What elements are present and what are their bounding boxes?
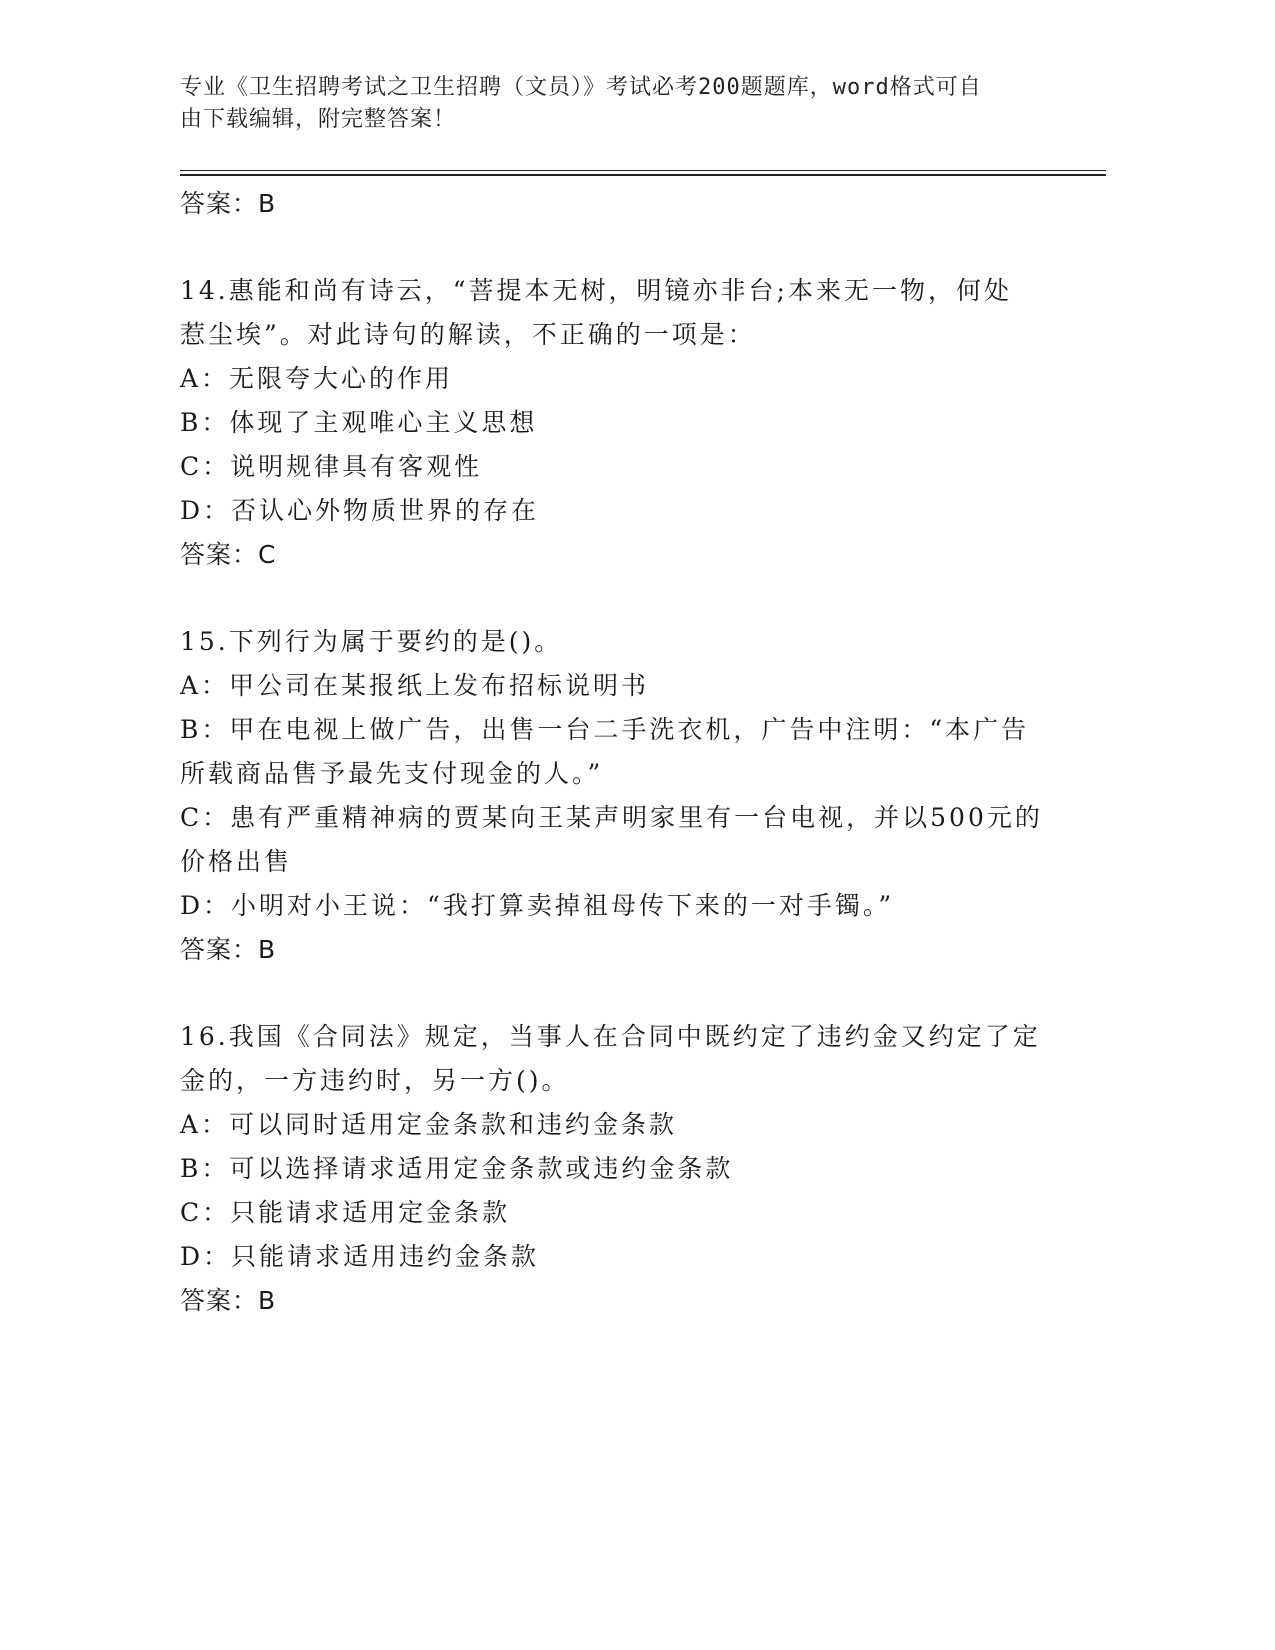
question-block bbox=[180, 620, 1060, 972]
spacer bbox=[180, 226, 1060, 269]
header-divider bbox=[180, 174, 1106, 176]
option-b: B：甲在电视上做广告，出售一台二手洗衣机，广告中注明：“本广告 bbox=[180, 715, 1030, 744]
answer-line: 答案：B bbox=[180, 189, 277, 218]
question-stem: 16.我国《合同法》规定，当事人在合同中既约定了违约金又约定了定 bbox=[180, 1022, 1041, 1051]
option-b: B：体现了主观唯心主义思想 bbox=[180, 408, 538, 437]
spacer bbox=[180, 972, 1060, 1015]
option-c: C：只能请求适用定金条款 bbox=[180, 1198, 511, 1227]
header-line: 由下载编辑，附完整答案！ bbox=[180, 107, 457, 132]
option-c-continued: 价格出售 bbox=[180, 847, 293, 876]
question-stem: 15.下列行为属于要约的是()。 bbox=[180, 627, 563, 656]
answer-line: 答案：B bbox=[180, 1286, 277, 1315]
option-d: D：否认心外物质世界的存在 bbox=[180, 496, 540, 525]
question-list bbox=[180, 182, 1060, 1323]
question-block bbox=[180, 1015, 1060, 1323]
header-divider bbox=[180, 170, 1106, 171]
option-a: A：甲公司在某报纸上发布招标说明书 bbox=[180, 671, 650, 700]
option-b: B：可以选择请求适用定金条款或违约金条款 bbox=[180, 1154, 734, 1183]
document-header bbox=[180, 72, 1040, 136]
option-d: D：只能请求适用违约金条款 bbox=[180, 1242, 540, 1271]
header-line: 专业《卫生招聘考试之卫生招聘（文员）》考试必考200题题库，word格式可自 bbox=[180, 75, 982, 100]
answer-line: 答案：C bbox=[180, 540, 277, 569]
option-d: D：小明对小王说：“我打算卖掉祖母传下来的一对手镯。” bbox=[180, 891, 895, 920]
answer-line: 答案：B bbox=[180, 935, 277, 964]
option-c: C：患有严重精神病的贾某向王某声明家里有一台电视，并以500元的 bbox=[180, 803, 1043, 832]
spacer bbox=[180, 577, 1060, 620]
question-stem: 金的，一方违约时，另一方()。 bbox=[180, 1066, 570, 1095]
option-a: A：无限夸大心的作用 bbox=[180, 364, 454, 393]
question-stem: 惹尘埃”。对此诗句的解读，不正确的一项是： bbox=[180, 320, 756, 349]
question-stem: 14.惠能和尚有诗云，“菩提本无树，明镜亦非台;本来无一物，何处 bbox=[180, 276, 1012, 305]
question-block bbox=[180, 269, 1060, 577]
option-b-continued: 所载商品售予最先支付现金的人。” bbox=[180, 759, 604, 788]
option-a: A：可以同时适用定金条款和违约金条款 bbox=[180, 1110, 678, 1139]
option-c: C：说明规律具有客观性 bbox=[180, 452, 483, 481]
